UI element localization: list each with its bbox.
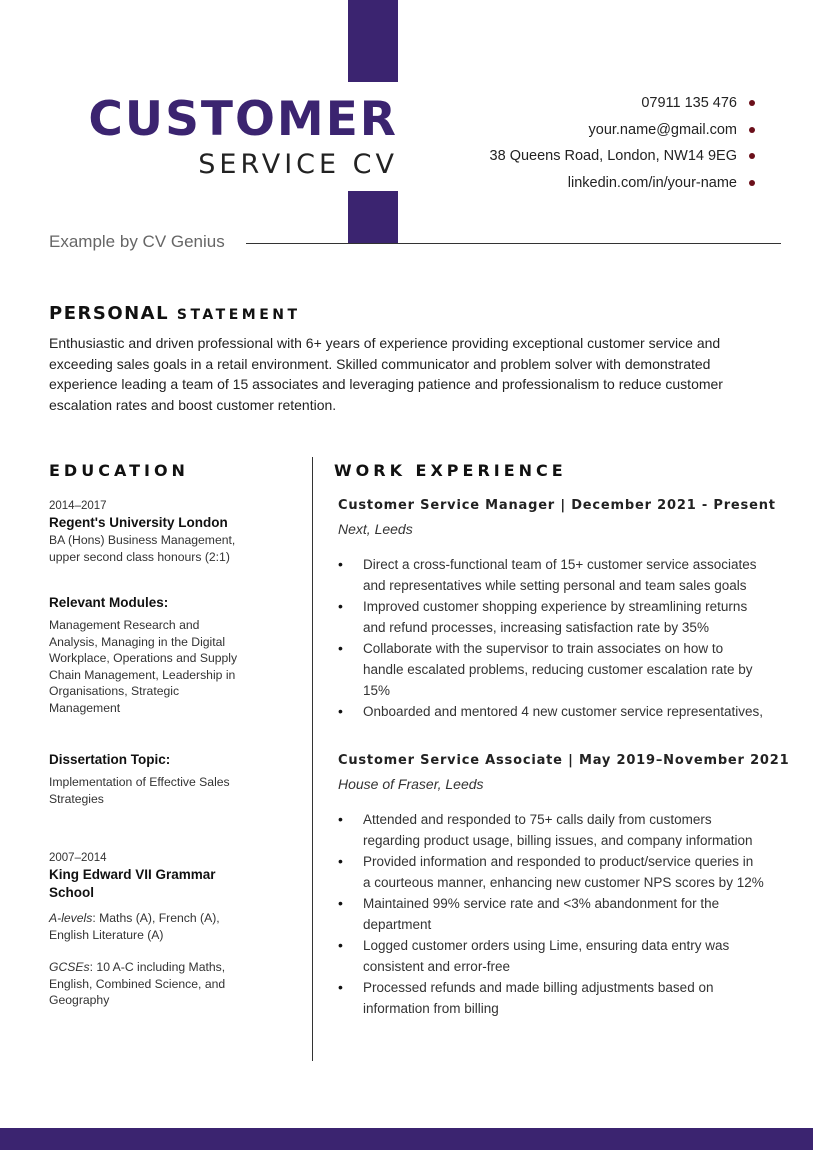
job-bullet: • Collaborate with the supervisor to train associates on how to handle escalated problems, reducing customer escalation rate by 15%: [338, 638, 788, 701]
cv-title: [88, 94, 398, 182]
job-bullet: • Direct a cross-functional team of 15+ customer service associates and representatives while setting personal and team sales goals: [338, 554, 788, 596]
education-heading: EDUCATION: [49, 461, 189, 480]
job-bullet: • Onboarded and mentored 4 new customer service representatives,: [338, 701, 788, 722]
job-bullet: • Attended and responded to 75+ calls daily from customers regarding product usage, billing issues, and company information: [338, 809, 788, 851]
job-entry-1: [338, 498, 788, 722]
modules-line: Management: [49, 700, 121, 715]
bullet-dot-icon: [749, 153, 755, 159]
gcses-line: Geography: [49, 993, 110, 1008]
title-main: CUSTOMER: [88, 92, 398, 147]
alevels-line: A-levels: Maths (A), French (A),: [49, 911, 220, 925]
job-bullet: • Maintained 99% service rate and <3% abandonment for the department: [338, 893, 788, 935]
modules-line: Chain Management, Leadership in: [49, 667, 236, 682]
education-modules: [49, 595, 299, 717]
job-bullet: • Processed refunds and made billing adjustments based on information from billing: [338, 977, 788, 1019]
modules-line: Management Research and: [49, 618, 200, 632]
job-bullets: [338, 554, 788, 722]
job-company: House of Fraser, Leeds: [338, 776, 484, 792]
job-bullet: • Logged customer orders using Lime, ensuring data entry was consistent and error-free: [338, 935, 788, 977]
job-bullet: • Provided information and responded to product/service queries in a courteous manner, enhancing new customer NPS scores by 12%: [338, 851, 788, 893]
modules-line: Organisations, Strategic: [49, 684, 180, 699]
job-bullet: • Improved customer shopping experience by streamlining returns and refund processes, increasing satisfaction rate by 35%: [338, 596, 788, 638]
bullet-dot-icon: [749, 180, 755, 186]
alevels-line: English Literature (A): [49, 927, 164, 942]
title-sub: SERVICE CV: [198, 149, 398, 180]
modules-line: Analysis, Managing in the Digital: [49, 634, 226, 649]
accent-bar-top: [348, 0, 398, 82]
modules-label: Relevant Modules:: [49, 595, 169, 610]
edu-years: 2014–2017: [49, 500, 107, 512]
footer-accent-bar: [0, 1128, 813, 1150]
dissertation-line: Implementation of Effective Sales: [49, 775, 230, 789]
edu-school-name: Regent's University London: [49, 515, 228, 530]
job-bullets: [338, 809, 788, 1019]
contact-block: [490, 90, 755, 196]
dissertation-line: Strategies: [49, 791, 104, 806]
bullet-dot-icon: [749, 127, 755, 133]
edu-degree: upper second class honours (2:1): [49, 549, 230, 564]
edu-degree: BA (Hons) Business Management,: [49, 533, 236, 547]
contact-address: 38 Queens Road, London, NW14 9EG: [490, 143, 755, 170]
personal-statement-heading: PERSONAL STATEMENT: [49, 303, 301, 324]
gcses-line: English, Combined Science, and: [49, 976, 226, 991]
education-dissertation: [49, 752, 299, 807]
header-divider: [246, 243, 781, 244]
edu-school-name: School: [49, 885, 95, 900]
contact-linkedin[interactable]: linkedin.com/in/your-name: [490, 170, 755, 197]
education-university: [49, 500, 299, 565]
bullet-dot-icon: [749, 100, 755, 106]
edu-school-name: King Edward VII Grammar: [49, 867, 216, 882]
gcses-line: GCSEs: 10 A-C including Maths,: [49, 960, 226, 975]
work-experience-heading: WORK EXPERIENCE: [334, 461, 567, 480]
column-divider: [312, 457, 313, 1061]
dissertation-label: Dissertation Topic:: [49, 752, 171, 767]
contact-phone: 07911 135 476: [490, 90, 755, 117]
example-by-label: Example by CV Genius: [49, 232, 225, 251]
modules-line: Workplace, Operations and Supply: [49, 651, 238, 666]
accent-bar-middle: [348, 191, 398, 244]
job-company: Next, Leeds: [338, 521, 413, 537]
personal-statement-text: Enthusiastic and driven professional with 6+ years of experience providing exceptional customer service and exceeding sales goals in a retail environment. Skilled communicator and problem solver with demonstrated experience leading a team of 15 associates and leveraging patience and professionalism to reduce customer escalation rates and boost customer retention.: [49, 335, 723, 414]
edu-years: 2007–2014: [49, 852, 107, 864]
job-title: Customer Service Associate | May 2019–November 2021: [338, 753, 790, 768]
contact-email[interactable]: your.name@gmail.com: [490, 117, 755, 144]
education-school: [49, 852, 299, 1009]
job-title: Customer Service Manager | December 2021 - Present: [338, 498, 776, 513]
job-entry-2: [338, 753, 788, 1019]
